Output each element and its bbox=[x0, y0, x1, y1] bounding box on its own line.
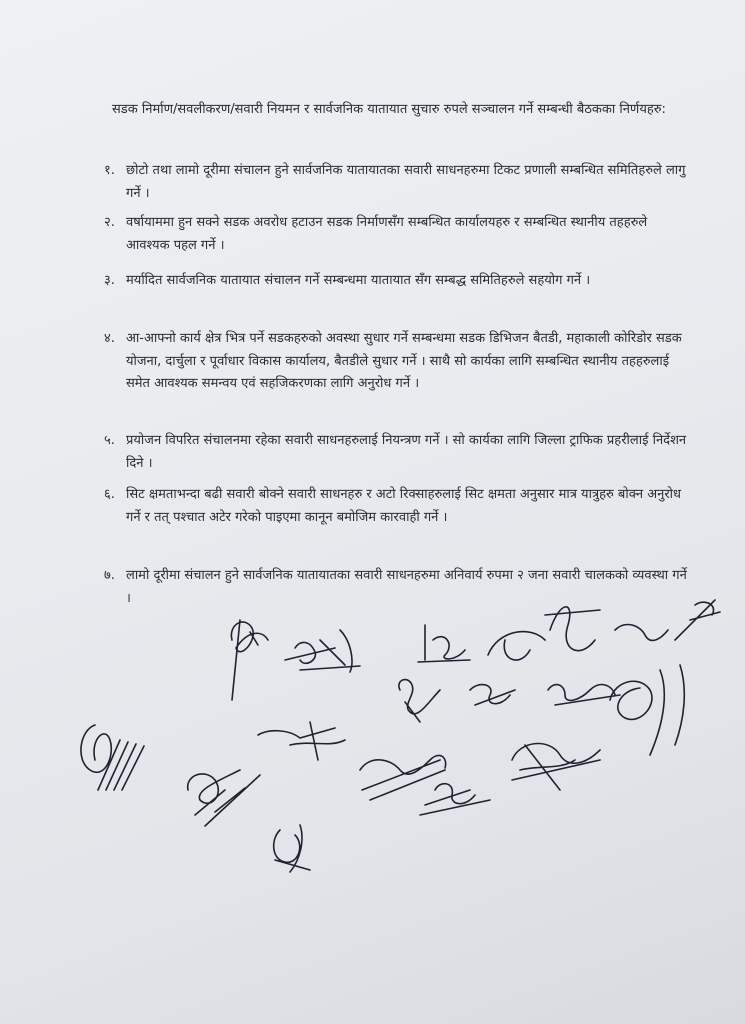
decision-number: ३. bbox=[104, 273, 115, 288]
decision-number: १. bbox=[104, 163, 115, 178]
signature-1 bbox=[231, 620, 268, 700]
decision-text: वर्षायाममा हुन सक्ने सडक अवरोध हटाउन सडक निर्माणसँग सम्बन्धित कार्यालयहरु र सम्बन्धित स्थानीय तहहरुले आवश्यक पहल गर्ने । bbox=[126, 215, 648, 253]
signature-11 bbox=[258, 722, 345, 760]
decision-number: ४. bbox=[104, 331, 115, 346]
signature-7 bbox=[470, 685, 515, 705]
signature-3 bbox=[418, 625, 470, 662]
decision-number: ६. bbox=[104, 487, 115, 502]
signature-6 bbox=[399, 680, 440, 722]
signature-5 bbox=[615, 600, 720, 640]
decision-text: लामो दूरीमा संचालन हुने सार्वजनिक यातायातका सवारी साधनहरुमा अनिवार्य रुपमा २ जना सवारी चालकको व्यवस्था गर्ने । bbox=[126, 568, 687, 606]
document-heading: सडक निर्माण/सवलीकरण/सवारी नियमन र सार्वजनिक यातायात सुचारु रुपले सञ्चालन गर्ने सम्बन्धी बैठकका निर्णयहरु: bbox=[112, 102, 666, 117]
decision-text: छोटो तथा लामो दूरीमा संचालन हुने सार्वजनिक यातायातका सवारी साधनहरुमा टिकट प्रणाली सम्बन्धित समितिहरुले लागु गर्ने । bbox=[126, 163, 686, 201]
decision-number: ५. bbox=[104, 433, 115, 448]
decision-number: २. bbox=[104, 215, 115, 230]
signature-10 bbox=[81, 725, 144, 790]
signature-15 bbox=[512, 744, 600, 790]
signature-16 bbox=[274, 825, 310, 872]
decision-text: आ-आफ्नो कार्य क्षेत्र भित्र पर्ने सडकहरुको अवस्था सुधार गर्ने सम्बन्धमा सडक डिभिजन बैतडी, महाकाली कोरिडोर सडक योजना, दार्चुला र पूर्वाधार विकास कार्यालय, बैतडीले सुधार गर्ने । साथै सो कार्यका लागि सम्बन्धित स्थानीय तहहरुलाई समेत आवश्यक समन्वय एवं सहजिकरणका लागि अनुरोध गर्ने । bbox=[126, 331, 682, 391]
signature-12 bbox=[188, 770, 260, 826]
decision-text: मर्यादित सार्वजनिक यातायात संचालन गर्ने सम्बन्धमा यातायात सँग सम्बद्ध समितिहरुले सहयोग गर्ने । bbox=[126, 273, 591, 288]
signature-8 bbox=[548, 685, 620, 705]
decision-text: सिट क्षमताभन्दा बढी सवारी बोक्ने सवारी साधनहरु र अटो रिक्साहरुलाई सिट क्षमता अनुसार मात्र यात्रुहरु बोक्न अनुरोध गर्ने र तत् पश्चात अटेर गरेको पाइएमा कानून बमोजिम कारवाही गर्ने । bbox=[126, 487, 682, 525]
decision-text: प्रयोजन विपरित संचालनमा रहेका सवारी साधनहरुलाई नियन्त्रण गर्ने । सो कार्यका लागि जिल्ला ट्राफिक प्रहरीलाई निर्देशन दिने । bbox=[126, 433, 687, 471]
signature-4 bbox=[488, 607, 600, 660]
signature-9 bbox=[610, 665, 684, 755]
decision-number: ७. bbox=[104, 568, 115, 583]
signature-2 bbox=[285, 630, 360, 672]
signature-14 bbox=[420, 784, 490, 815]
signature-13 bbox=[360, 755, 446, 800]
